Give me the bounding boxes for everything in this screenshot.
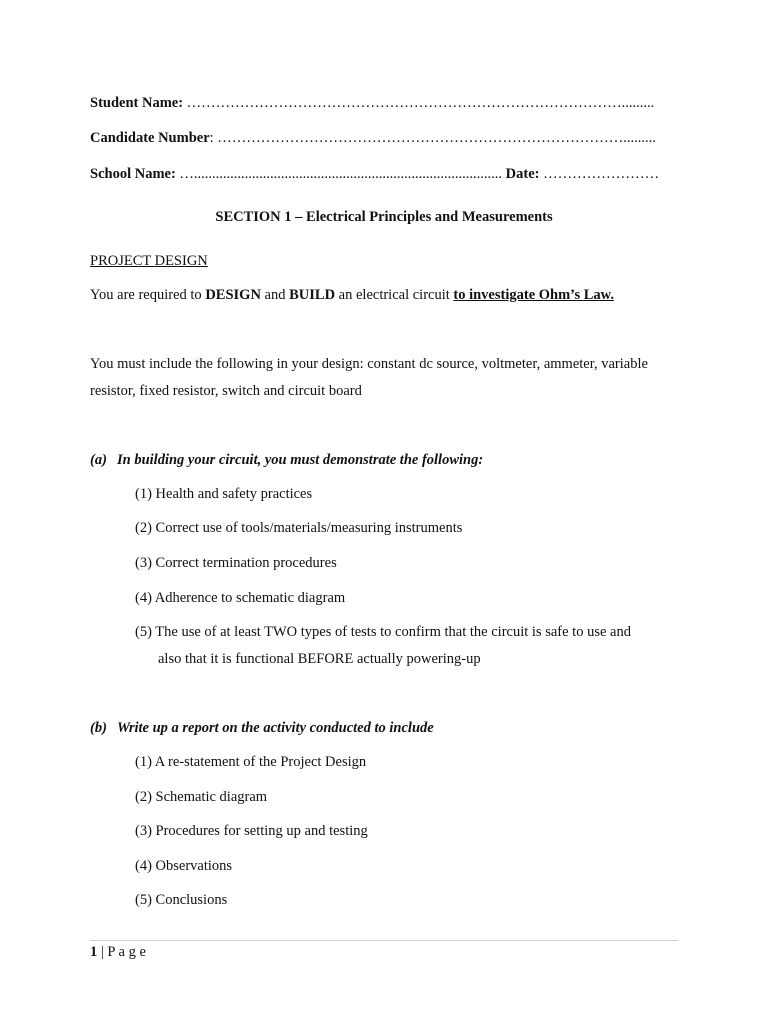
intro-text-2: an electrical circuit xyxy=(335,287,454,303)
intro-and: and xyxy=(260,287,290,303)
footer-divider xyxy=(90,940,678,941)
list-item: (5) Conclusions xyxy=(135,892,228,908)
list-item: (2) Correct use of tools/materials/measuring instruments xyxy=(135,520,463,536)
section-title: SECTION 1 – Electrical Principles and Measurements xyxy=(215,209,553,225)
date-label: Date: xyxy=(505,166,540,182)
part-b-heading: Write up a report on the activity conducted to include xyxy=(117,720,434,736)
intro-build: BUILD xyxy=(289,287,336,303)
list-item: (2) Schematic diagram xyxy=(135,789,268,805)
page-label: | P a g e xyxy=(97,944,146,960)
intro-goal: to investigate Ohm’s Law. xyxy=(453,287,614,303)
page-footer xyxy=(90,943,146,961)
page-number: 1 xyxy=(90,944,98,960)
part-a-heading: In building your circuit, you must demonstrate the following: xyxy=(117,452,484,468)
part-b-label: (b) xyxy=(90,720,107,736)
school-name-field xyxy=(90,165,659,183)
intro-design: DESIGN xyxy=(205,287,261,303)
list-item: (4) Observations xyxy=(135,858,233,874)
intro-text-1: You are required to xyxy=(90,287,206,303)
candidate-number-field xyxy=(90,129,656,147)
part-a-label: (a) xyxy=(90,452,107,468)
student-name-dots: ………………………………………………………………………………......... xyxy=(186,95,655,111)
intro-sentence xyxy=(90,286,614,304)
include-line-2: resistor, fixed resistor, switch and circuit board xyxy=(90,383,362,399)
school-name-label: School Name: xyxy=(90,166,176,182)
project-design-heading: PROJECT DESIGN xyxy=(90,253,208,269)
candidate-number-label: Candidate Number xyxy=(90,130,210,146)
date-dots: …………………… xyxy=(543,166,660,182)
list-item: (3) Procedures for setting up and testing xyxy=(135,823,368,839)
include-line-1: You must include the following in your design: constant dc source, voltmeter, ammeter, variable xyxy=(90,356,648,372)
list-item: (5) The use of at least TWO types of tests to confirm that the circuit is safe to use and xyxy=(135,624,631,640)
list-item: (1) Health and safety practices xyxy=(135,486,313,502)
candidate-number-dots: : …………………………………………………………………………......... xyxy=(209,130,656,146)
student-name-field xyxy=(90,94,654,112)
school-name-dots: …..................................................................................... xyxy=(179,166,503,182)
list-item: (4) Adherence to schematic diagram xyxy=(135,590,346,606)
student-name-label: Student Name: xyxy=(90,95,184,111)
list-item: (1) A re-statement of the Project Design xyxy=(135,754,367,770)
list-item: (3) Correct termination procedures xyxy=(135,555,337,571)
list-item-continuation: also that it is functional BEFORE actually powering-up xyxy=(158,651,481,667)
